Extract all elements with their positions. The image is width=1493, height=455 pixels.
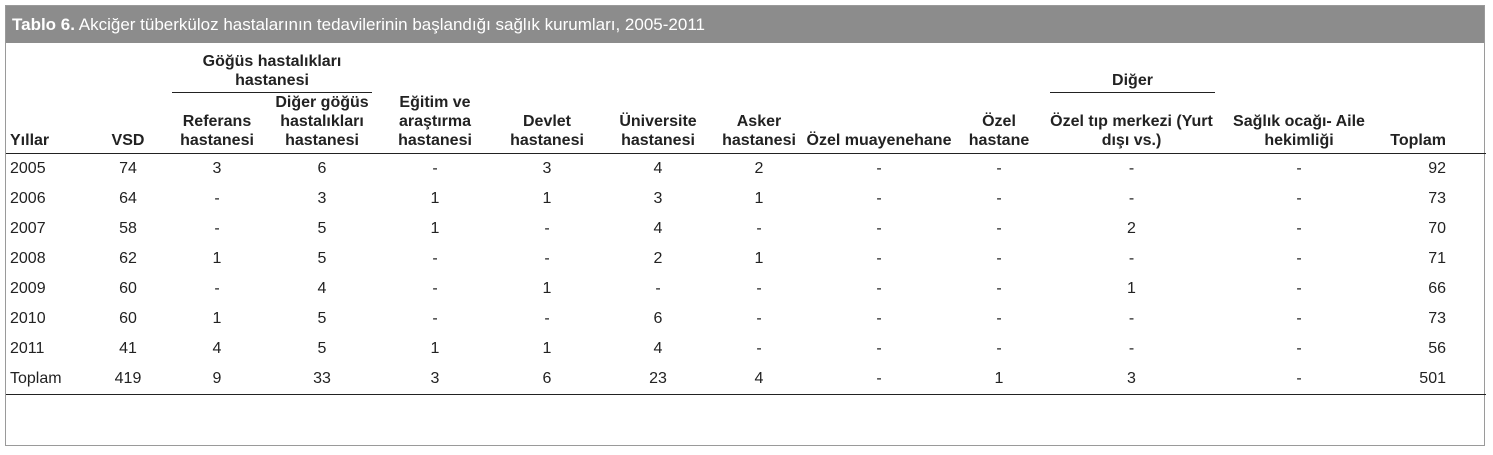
- table-cell: -: [996, 190, 1002, 207]
- table-cell: 73: [1428, 310, 1446, 327]
- table-cell: -: [214, 220, 220, 237]
- table-body: [6, 154, 1486, 395]
- table-cell: 2: [754, 160, 764, 177]
- table-number: Tablo 6.: [12, 15, 75, 34]
- table-cell: 1: [754, 250, 764, 267]
- table-cell: 3: [542, 160, 552, 177]
- table-cell: -: [432, 250, 438, 267]
- table-cell: -: [1128, 160, 1135, 177]
- table-cell: 1: [542, 280, 552, 297]
- table-cell: 2011: [10, 340, 45, 357]
- table-cell: 66: [1428, 280, 1446, 297]
- table-cell: 1: [212, 250, 222, 267]
- column-header: Özel muayenehane: [804, 93, 954, 154]
- table-cell: -: [432, 160, 438, 177]
- table-cell: 1: [954, 364, 1044, 395]
- table-cell: 5: [317, 220, 327, 237]
- table-cell: -: [996, 250, 1002, 267]
- column-header: Sağlık ocağı- Aile hekimliği: [1219, 93, 1379, 154]
- table-cell: 73: [1428, 190, 1446, 207]
- table-cell: -: [996, 340, 1002, 357]
- table-row: [6, 304, 1486, 334]
- table-cell: -: [544, 220, 550, 237]
- table-cell: 2010: [10, 310, 46, 327]
- table-row: [6, 184, 1486, 214]
- table-cell: 70: [1428, 220, 1446, 237]
- table-cell: -: [996, 160, 1002, 177]
- table-cell: 5: [317, 310, 327, 327]
- table-cell: -: [1219, 364, 1379, 395]
- table-cell: -: [1128, 250, 1135, 267]
- table-cell: -: [876, 340, 882, 357]
- table-cell: -: [1128, 310, 1135, 327]
- table-cell: -: [655, 280, 661, 297]
- column-header: Yıllar: [6, 93, 88, 154]
- table-cell: -: [876, 280, 882, 297]
- table-cell: 74: [119, 160, 137, 177]
- table-cell: 3: [1044, 364, 1219, 395]
- table-cell: -: [996, 310, 1002, 327]
- table-cell: 3: [378, 364, 492, 395]
- table-cell: -: [214, 190, 220, 207]
- table-cell: -: [756, 310, 762, 327]
- table-cell: 2007: [10, 220, 46, 237]
- table-cell: 3: [653, 190, 663, 207]
- column-header: Referans hastanesi: [168, 93, 266, 154]
- table-cell: -: [1128, 190, 1135, 207]
- table-cell: 4: [317, 280, 327, 297]
- table-cell: 1: [754, 190, 764, 207]
- table-row: [6, 334, 1486, 364]
- table-cell: 5: [317, 250, 327, 267]
- table-cell: 1: [542, 190, 552, 207]
- column-header: VSD: [88, 93, 168, 154]
- table-cell: 4: [653, 340, 663, 357]
- header-row: [6, 93, 1486, 154]
- table-cell: 501: [1379, 364, 1486, 395]
- table-cell: 4: [653, 160, 663, 177]
- table-cell: -: [544, 250, 550, 267]
- table-cell: -: [876, 250, 882, 267]
- table-cell: -: [876, 190, 882, 207]
- table-title: [6, 6, 1484, 43]
- table-cell: -: [432, 310, 438, 327]
- column-header: Özel hastane: [954, 93, 1044, 154]
- table-cell: -: [214, 280, 220, 297]
- table-cell: -: [876, 310, 882, 327]
- table-cell: 1: [542, 340, 552, 357]
- table-cell: -: [756, 280, 762, 297]
- header-row-groups: [6, 43, 1486, 93]
- table-cell: 2005: [10, 160, 46, 177]
- table-cell: 4: [653, 220, 663, 237]
- table-cell: 3: [317, 190, 327, 207]
- data-table: [6, 43, 1486, 395]
- table-cell: 58: [119, 220, 137, 237]
- table-cell: 92: [1428, 160, 1446, 177]
- table-cell: 6: [653, 310, 663, 327]
- group-header-diger: Diğer: [1044, 43, 1219, 93]
- column-header: Asker hastanesi: [714, 93, 804, 154]
- table-cell: 3: [212, 160, 222, 177]
- table-cell: -: [996, 220, 1002, 237]
- table-cell: -: [1296, 280, 1302, 297]
- table-row: [6, 154, 1486, 185]
- table-cell: 1: [430, 190, 440, 207]
- table-cell: 2008: [10, 250, 46, 267]
- table-cell: -: [1296, 340, 1302, 357]
- table-cell: 4: [714, 364, 804, 395]
- table-cell: 1: [430, 340, 440, 357]
- table-caption: Akciğer tüberküloz hastalarının tedavilerinin başlandığı sağlık kurumları, 2005-2011: [74, 15, 705, 34]
- table-cell: 1: [1127, 280, 1136, 297]
- table-cell: 60: [119, 280, 137, 297]
- table-cell: -: [544, 310, 550, 327]
- column-header: Eğitim ve araştırma hastanesi: [378, 93, 492, 154]
- table-cell: -: [876, 220, 882, 237]
- table-cell: -: [1296, 250, 1302, 267]
- column-header: Toplam: [1379, 93, 1486, 154]
- table-cell: 419: [88, 364, 168, 395]
- table-cell: 71: [1428, 250, 1446, 267]
- table-cell: 64: [119, 190, 137, 207]
- table-cell: 23: [602, 364, 714, 395]
- table-cell: -: [432, 280, 438, 297]
- table-cell: -: [1296, 310, 1302, 327]
- table-cell: 9: [168, 364, 266, 395]
- table-cell: 62: [119, 250, 137, 267]
- table-row: [6, 274, 1486, 304]
- table-cell: 41: [119, 340, 137, 357]
- table-cell: 6: [317, 160, 327, 177]
- table-cell: 60: [119, 310, 137, 327]
- column-header: Devlet hastanesi: [492, 93, 602, 154]
- table-cell: -: [996, 280, 1002, 297]
- table-cell: -: [756, 220, 762, 237]
- table-cell: -: [804, 364, 954, 395]
- table-cell: 5: [317, 340, 327, 357]
- column-header: Üniversite hastanesi: [602, 93, 714, 154]
- table-cell: 33: [266, 364, 378, 395]
- table-cell: -: [1128, 340, 1135, 357]
- total-row: [6, 364, 1486, 395]
- table-cell: 4: [212, 340, 222, 357]
- table-cell: -: [876, 160, 882, 177]
- table-cell: 56: [1428, 340, 1446, 357]
- group-header-gogus: Göğüs hastalıkları hastanesi: [168, 43, 378, 93]
- table-cell: 2: [653, 250, 663, 267]
- table-cell: 6: [492, 364, 602, 395]
- table-cell: 2: [1127, 220, 1136, 237]
- column-header: Özel tıp merkezi (Yurt dışı vs.): [1044, 93, 1219, 154]
- table-cell: -: [1296, 160, 1302, 177]
- table-cell: 2009: [10, 280, 46, 297]
- column-header: Diğer göğüs hastalıkları hastanesi: [266, 93, 378, 154]
- table-cell: 1: [430, 220, 440, 237]
- table-frame: [5, 5, 1485, 446]
- table-cell: Toplam: [6, 364, 88, 395]
- table-cell: -: [756, 340, 762, 357]
- table-row: [6, 244, 1486, 274]
- table-row: [6, 214, 1486, 244]
- table-cell: 2006: [10, 190, 46, 207]
- table-cell: 1: [212, 310, 222, 327]
- table-cell: -: [1296, 190, 1302, 207]
- table-cell: -: [1296, 220, 1302, 237]
